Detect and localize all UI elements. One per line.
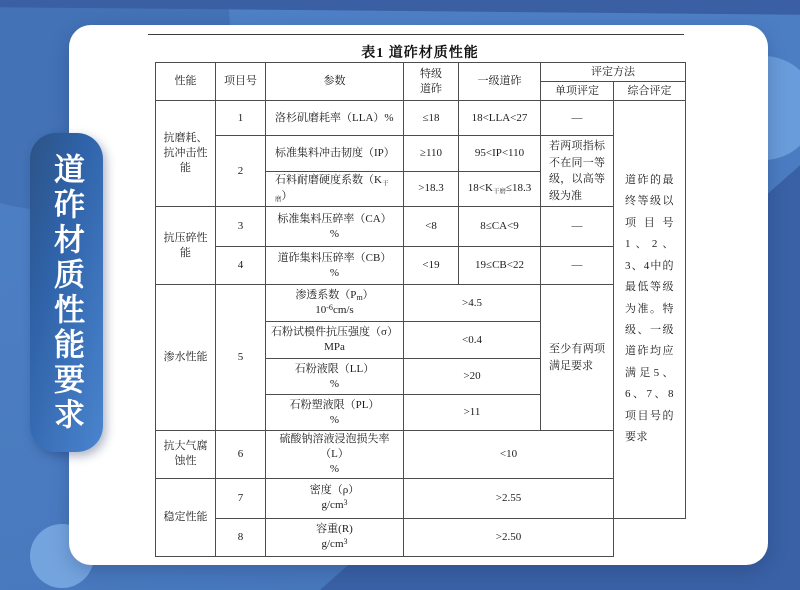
item-no-1: 1 <box>216 101 266 136</box>
value-cb-special: <19 <box>404 247 459 285</box>
value-cb-first: 19≤CB<22 <box>459 247 541 285</box>
param-k-abrasion <box>266 171 404 206</box>
item-no-8: 8 <box>216 518 266 556</box>
group-atmospheric <box>156 431 216 479</box>
value-sodium-sulfate: <10 <box>404 431 614 479</box>
value-ip-first: 95<IP<110 <box>459 136 541 172</box>
value-k-first-post: ≤18.3 <box>505 181 532 194</box>
param-density-unit <box>269 498 400 513</box>
header-special-grade <box>404 63 459 101</box>
group-crush: 抗压碎性能 <box>156 207 216 285</box>
value-ip-special: ≥110 <box>404 136 459 172</box>
param-sigma-line2: MPa <box>324 341 345 353</box>
ballast-quality-table <box>155 62 686 557</box>
group-wear-impact: 抗磨耗、抗冲击性能 <box>156 101 216 207</box>
item-no-2: 2 <box>216 136 266 207</box>
param-density-line1: 密度（ρ） <box>309 484 360 497</box>
item-no-6: 6 <box>216 431 266 479</box>
param-ll-line1: 石粉液限（LL） <box>294 362 375 375</box>
value-density: >2.55 <box>404 478 614 518</box>
header-item-no: 项目号 <box>216 63 266 101</box>
item-no-3: 3 <box>216 207 266 247</box>
header-single-eval: 单项评定 <box>541 82 614 101</box>
header-special-grade-line2: 道砟 <box>420 82 442 95</box>
param-density-unit-base: g/cm <box>321 499 344 512</box>
param-ll <box>266 359 404 395</box>
single-eval-item3: — <box>541 207 614 247</box>
table-row <box>156 101 686 136</box>
value-ca-first: 8≤CA<9 <box>459 207 541 247</box>
item-no-5: 5 <box>216 285 266 431</box>
param-unit-weight-line1: 容重(R) <box>316 523 353 536</box>
param-ll-line2: % <box>329 377 340 390</box>
table-row <box>156 285 686 322</box>
group-atmospheric-line1: 抗大气腐 <box>163 440 208 453</box>
header-evaluation-method: 评定方法 <box>541 63 686 82</box>
value-unit-weight: >2.50 <box>404 518 614 556</box>
param-ca <box>266 207 404 247</box>
param-pl-line2: % <box>329 413 340 426</box>
param-ca-line1: 标准集料压碎率（CA） <box>277 212 392 225</box>
header-special-grade-line1: 特级 <box>420 67 442 80</box>
value-k-first-subscript: 干磨 <box>492 187 506 195</box>
param-pl <box>266 395 404 431</box>
param-cb-line2: % <box>329 266 340 279</box>
param-pm-unit-base: 10 <box>315 304 327 317</box>
header-parameter: 参数 <box>266 63 404 101</box>
table-row <box>156 247 686 285</box>
param-sodium-sulfate-line2: % <box>329 462 340 475</box>
param-ip: 标准集料冲击韧度（IP） <box>266 136 404 172</box>
table-row <box>156 518 686 556</box>
ballast-quality-table-wrap <box>155 62 686 557</box>
param-k-subscript: 干磨 <box>275 180 389 203</box>
value-lla-special: ≤18 <box>404 101 459 136</box>
param-sigma-line1: 石粉试模件抗压强度（σ） <box>271 326 398 339</box>
section-title-ribbon <box>30 133 103 452</box>
table-row <box>156 478 686 518</box>
table-row <box>156 136 686 172</box>
value-pm: >4.5 <box>404 285 541 322</box>
param-cb <box>266 247 404 285</box>
single-eval-item2: 若两项指标不在同一等级，以高等级为准 <box>541 136 614 207</box>
value-k-first <box>459 171 541 206</box>
table-row <box>156 431 686 479</box>
param-unit-weight <box>266 518 404 556</box>
param-cb-line1: 道砟集料压碎率（CB） <box>277 251 392 264</box>
value-pl: >11 <box>404 395 541 431</box>
param-pm-post: ） <box>362 288 374 301</box>
param-sodium-sulfate <box>266 431 404 479</box>
param-unit-weight-unit-base: g/cm <box>321 538 344 551</box>
param-k-post: ） <box>281 189 293 202</box>
single-eval-item5: 至少有两项满足要求 <box>541 285 614 431</box>
param-unit-weight-unit-exp: 3 <box>343 537 348 547</box>
param-k-pre: 石料耐磨硬度系数（K <box>275 174 382 187</box>
group-permeability: 渗水性能 <box>156 285 216 431</box>
value-ll: >20 <box>404 359 541 395</box>
single-eval-item4: — <box>541 247 614 285</box>
param-sodium-sulfate-line1: 硫酸钠溶液浸泡损失率（L） <box>279 433 390 460</box>
value-lla-first: 18<LLA<27 <box>459 101 541 136</box>
item-no-7: 7 <box>216 478 266 518</box>
group-atmospheric-line2: 蚀性 <box>174 455 197 468</box>
param-pl-line1: 石粉塑液限（PL） <box>289 398 380 411</box>
comprehensive-eval-note <box>614 101 686 519</box>
comprehensive-eval-text: 道砟的最终等级以项目号1、2、3、4中的最低等级为准。特级、一级道砟均应满足5、6、7、8项目号的要求 <box>625 173 674 444</box>
param-pm-subscript: m <box>356 292 363 302</box>
param-density <box>266 478 404 518</box>
group-stability: 稳定性能 <box>156 478 216 556</box>
param-density-unit-exp: 3 <box>343 498 348 508</box>
value-k-special: >18.3 <box>404 171 459 206</box>
page-header-rule <box>148 34 684 35</box>
param-unit-weight-unit <box>269 537 400 552</box>
table-row <box>156 207 686 247</box>
value-k-first-pre: 18<K <box>467 181 493 194</box>
table-caption: 表1 道砟材质性能 <box>361 46 479 61</box>
value-sigma: <0.4 <box>404 322 541 359</box>
section-title-vertical-text: 道砟材质性能要求 <box>49 152 84 433</box>
header-performance: 性能 <box>156 63 216 101</box>
param-pm-unit-exp: -6 <box>326 303 333 313</box>
param-sigma <box>266 322 404 359</box>
param-pm <box>266 285 404 322</box>
param-lla: 洛杉矶磨耗率（LLA）% <box>266 101 404 136</box>
param-pm-unit-suffix: cm/s <box>332 304 354 317</box>
param-pm-pre: 渗透系数（P <box>295 288 357 301</box>
header-comprehensive-eval: 综合评定 <box>614 82 686 101</box>
value-ca-special: <8 <box>404 207 459 247</box>
item-no-4: 4 <box>216 247 266 285</box>
header-first-grade: 一级道砟 <box>459 63 541 101</box>
param-ca-line2: % <box>329 227 340 240</box>
single-eval-item1: — <box>541 101 614 136</box>
param-pm-unit <box>269 303 400 318</box>
